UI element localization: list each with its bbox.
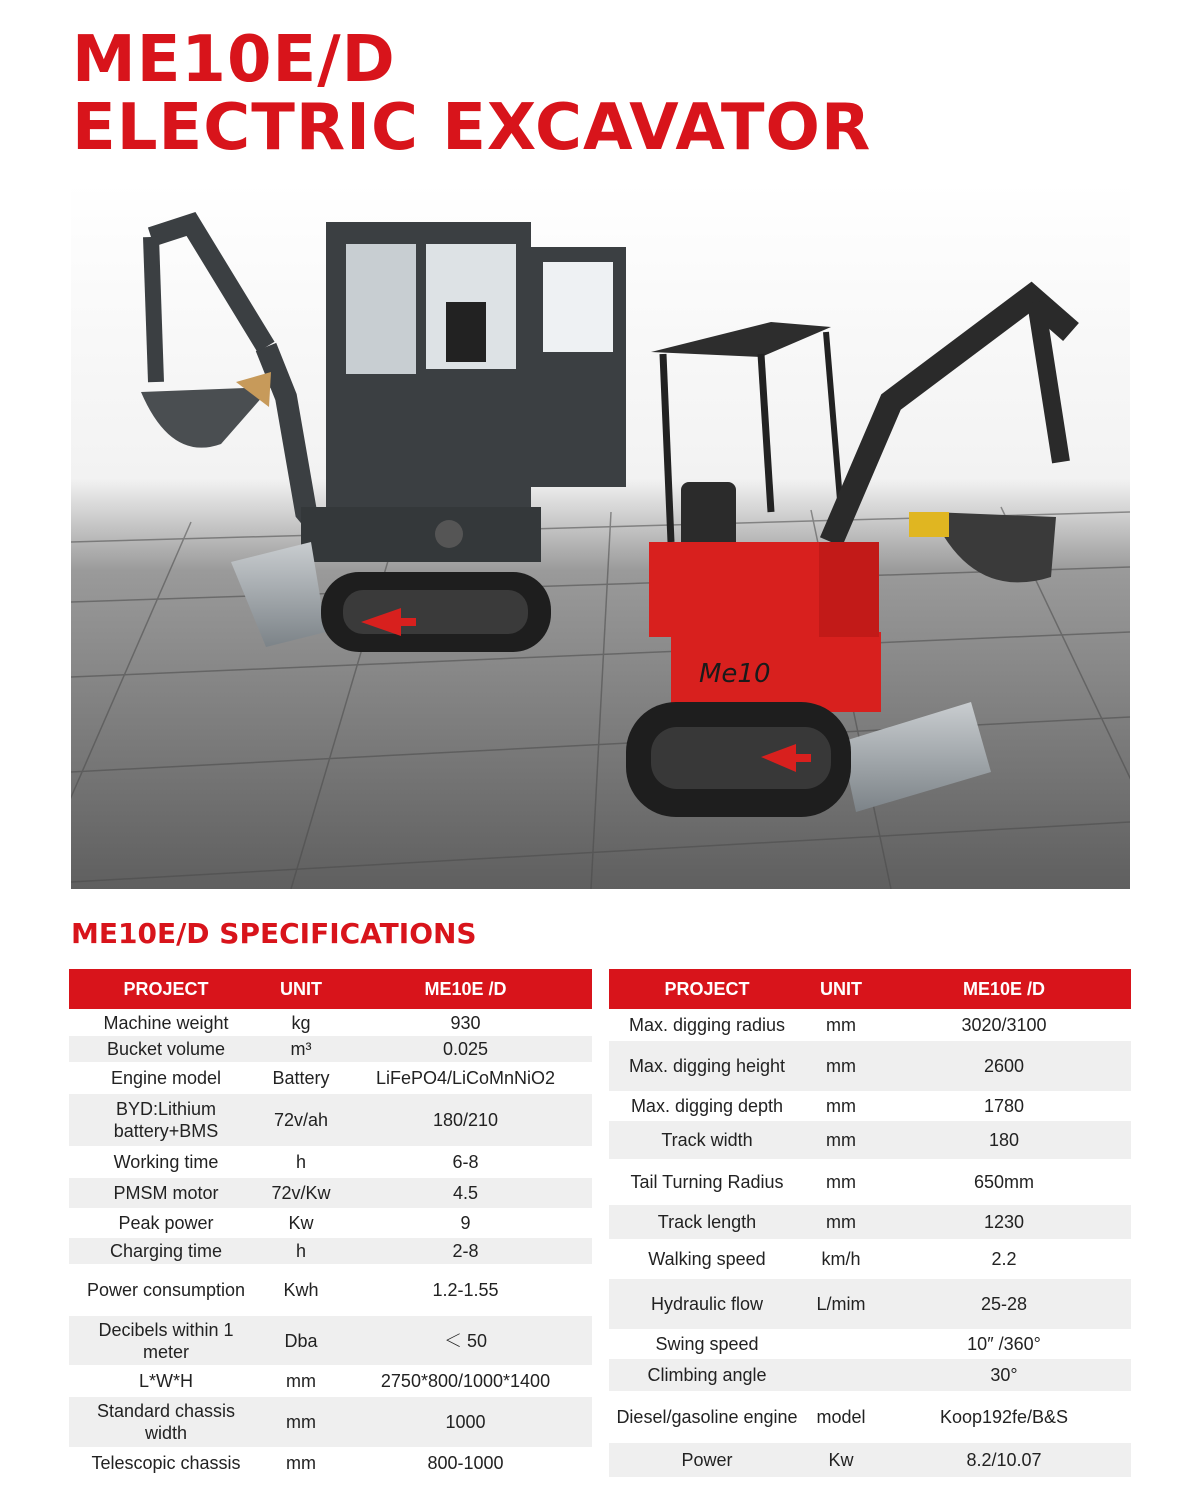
- cell-project: Machine weight: [103, 1012, 229, 1033]
- cell-project: PMSM motor: [113, 1183, 219, 1203]
- table-row: [609, 1329, 1131, 1359]
- cell-value: 1230: [983, 1212, 1025, 1232]
- cell-unit: km/h: [821, 1249, 861, 1269]
- title-product: ELECTRIC EXCAVATOR: [72, 91, 872, 165]
- cell-unit: mm: [826, 1056, 856, 1076]
- table-row: [69, 1062, 592, 1094]
- table-row: [69, 1264, 592, 1316]
- cell-value: 9: [460, 1213, 471, 1233]
- cell-project: Track width: [661, 1130, 753, 1150]
- cell-unit: mm: [286, 1453, 316, 1473]
- table-row: [69, 1146, 592, 1178]
- cell-value: 0.025: [442, 1039, 489, 1059]
- cell-value: 2-8: [452, 1241, 479, 1261]
- table-row: [69, 1238, 592, 1264]
- cell-unit: 72v/ah: [273, 1110, 329, 1130]
- spec-table-left: [69, 969, 592, 1479]
- cell-value: 2.2: [991, 1249, 1017, 1269]
- cell-unit: [805, 1329, 877, 1359]
- cell-value: 30°: [990, 1365, 1018, 1385]
- cell-value: 180: [988, 1130, 1020, 1150]
- header-unit: UNIT: [280, 978, 322, 999]
- cell-project: Swing speed: [655, 1334, 759, 1354]
- cell-value: Koop192fe/B&S: [939, 1407, 1069, 1427]
- cell-unit: mm: [286, 1371, 316, 1391]
- cell-project: Max. digging radius: [628, 1015, 786, 1035]
- cell-unit: mm: [826, 1130, 856, 1150]
- cell-project: Working time: [113, 1152, 219, 1172]
- header-unit: UNIT: [820, 978, 862, 999]
- cell-unit: Kwh: [283, 1280, 319, 1300]
- cell-value: 800-1000: [427, 1453, 504, 1473]
- cell-unit: mm: [826, 1172, 856, 1192]
- cell-project: Peak power: [118, 1213, 214, 1233]
- cell-value: 8.2/10.07: [966, 1450, 1042, 1470]
- cell-project: Tail Turning Radius: [630, 1172, 784, 1192]
- cell-unit: mm: [826, 1212, 856, 1232]
- specifications-heading: ME10E/D SPECIFICATIONS: [71, 917, 477, 950]
- machine-brand-label: Me10: [699, 659, 771, 689]
- cell-unit: m³: [290, 1039, 312, 1059]
- cell-value: 180/210: [432, 1110, 499, 1130]
- table-row: [609, 1159, 1131, 1205]
- cell-value: 1000: [445, 1412, 486, 1432]
- table-row: [69, 1447, 592, 1479]
- cell-project: Power consumption: [86, 1280, 246, 1300]
- cell-unit: Kw: [828, 1450, 854, 1470]
- header-project: PROJECT: [664, 978, 750, 999]
- cell-value: 25-28: [980, 1294, 1028, 1314]
- table-row: [609, 1443, 1131, 1477]
- cell-value: 6-8: [452, 1152, 479, 1172]
- table-row: [609, 1239, 1131, 1279]
- product-photo: [71, 182, 1130, 889]
- table-row: [609, 1391, 1131, 1443]
- cell-value: 3020/3100: [961, 1015, 1047, 1035]
- cell-unit: mm: [826, 1096, 856, 1116]
- table-row: [609, 1009, 1131, 1041]
- cell-project: Standard chassis width: [96, 1401, 236, 1443]
- cell-value: ＜ 50: [443, 1330, 488, 1351]
- cell-value: 930: [450, 1012, 481, 1033]
- table-row: [609, 1041, 1131, 1091]
- cell-unit: [805, 1359, 877, 1391]
- cell-project: Max. digging height: [628, 1056, 786, 1076]
- table-row: [609, 1091, 1131, 1121]
- cell-project: Bucket volume: [106, 1039, 226, 1059]
- cell-project: Track length: [657, 1212, 757, 1232]
- table-row: [609, 1279, 1131, 1329]
- cell-project: Climbing angle: [647, 1365, 767, 1385]
- table-row: [609, 1205, 1131, 1239]
- table-row: [69, 1316, 592, 1365]
- cell-project: Power: [681, 1450, 733, 1470]
- header-model: ME10E /D: [962, 978, 1046, 999]
- cell-unit: Kw: [288, 1213, 314, 1233]
- table-row: [609, 1359, 1131, 1391]
- cell-value: 4.5: [452, 1183, 479, 1203]
- cell-unit: L/mim: [816, 1294, 866, 1314]
- table-row: [69, 1397, 592, 1447]
- cell-unit: Dba: [284, 1330, 318, 1351]
- cell-value: 10″ /360°: [967, 1334, 1041, 1354]
- cell-value: 650mm: [973, 1172, 1035, 1192]
- cell-value: 2750*800/1000*1400: [380, 1371, 551, 1391]
- table-row: [609, 1121, 1131, 1159]
- cell-unit: 72v/Kw: [271, 1183, 331, 1203]
- header-model: ME10E /D: [424, 978, 507, 999]
- cell-project: Engine model: [110, 1068, 222, 1088]
- spec-table-right: [609, 969, 1131, 1477]
- table-row: [69, 1365, 592, 1397]
- header-project: PROJECT: [123, 978, 209, 999]
- cell-project: Diesel/gasoline engine: [616, 1407, 798, 1427]
- cell-unit: mm: [826, 1015, 856, 1035]
- cell-unit: mm: [286, 1412, 316, 1432]
- cell-project: BYD:Lithium battery+BMS: [113, 1099, 219, 1141]
- cell-unit: h: [295, 1152, 306, 1172]
- table-header: [609, 969, 1131, 1009]
- cell-value: LiFePO4/LiCoMnNiO2: [375, 1068, 556, 1088]
- table-row: [69, 1036, 592, 1062]
- cell-project: Hydraulic flow: [650, 1294, 764, 1314]
- cell-unit: Battery: [272, 1068, 330, 1088]
- cell-value: 2600: [983, 1056, 1025, 1076]
- table-row: [69, 1094, 592, 1146]
- cell-project: Walking speed: [648, 1249, 766, 1269]
- cell-project: Charging time: [109, 1241, 223, 1261]
- table-row: [69, 1208, 592, 1238]
- cell-value: 1780: [983, 1096, 1025, 1116]
- cell-project: Telescopic chassis: [91, 1453, 241, 1473]
- cell-unit: h: [295, 1241, 306, 1261]
- cell-unit: kg: [291, 1012, 311, 1033]
- table-header: [69, 969, 592, 1009]
- title-model: ME10E/D: [72, 23, 396, 97]
- cell-value: 1.2-1.55: [432, 1280, 499, 1300]
- cell-project: Decibels within 1 meter: [98, 1319, 234, 1362]
- table-row: [69, 1178, 592, 1208]
- table-row: [69, 1009, 592, 1036]
- cell-project: Max. digging depth: [630, 1096, 784, 1116]
- cell-unit: model: [816, 1407, 866, 1427]
- cell-project: L*W*H: [138, 1371, 193, 1391]
